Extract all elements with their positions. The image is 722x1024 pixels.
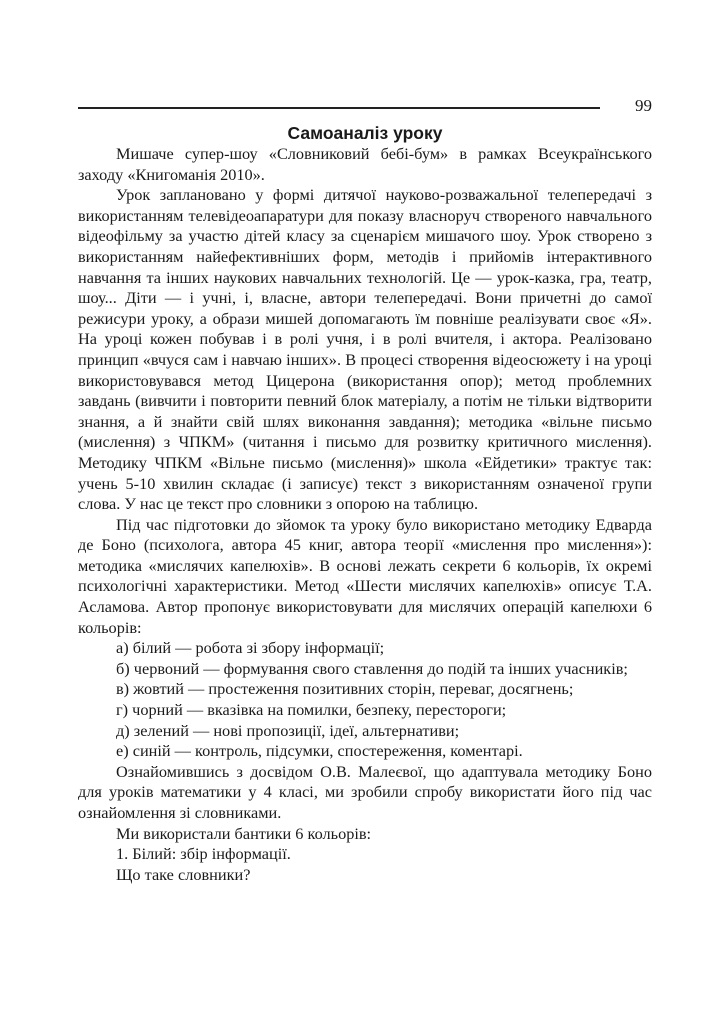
paragraph-maleeva: Ознайомившись з досвідом О.В. Малеєвої, що адаптувала методику Боно для уроків математики у 4 класі, ми зробили спробу використати його під час ознайомлення зі словниками. bbox=[78, 761, 652, 822]
list-item-red: б) червоний — формування свого ставлення до подій та інших учасників; bbox=[116, 658, 628, 678]
page-header bbox=[78, 96, 652, 120]
paragraph-de-bono-method: Під час підготовки до зйомок та уроку було використано методику Едварда де Боно (психолога, автора 45 книг, автора теорії «мислення про мислення»): методика «мислячих капелюхів». В основі лежать секрети 6 кольорів, їх окремі психологічні характеристики. Метод «Шести мислячих капелюхів» описує Т.А. Асламова. Автор пропонує використовувати для мислячих операцій капелюхи 6 кольорів: bbox=[78, 514, 652, 637]
header-rule bbox=[78, 107, 600, 109]
paragraph-intro: Мишаче супер-шоу «Словниковий бебі-бум» в рамках Всеукраїнського заходу «Книгоманія 2010». bbox=[78, 144, 652, 184]
paragraph-bows: Ми використали бантики 6 кольорів: bbox=[116, 823, 372, 843]
list-item-white: а) білий — робота зі збору інформації; bbox=[116, 638, 385, 658]
paragraph-lesson-description: Урок заплановано у формі дитячої науково-розважальної телепередачі з використанням телевідеоапаратури для показу власноруч створеного навчального відеофільму за участю дітей класу за сценарієм мишачого шоу. Урок створено з використанням найефективніших форм, методів і прийомів інтерактивного навчання та інших наукових навчальних технологій. Це — урок-казка, гра, театр, шоу... Діти — і учні, і, власне, автори телепередачі. Вони причетні до самої режисури уроку, а образи мишей допомагають їм повніше реалізувати своє «Я». На уроці кожен побував і в ролі учня, і в ролі вчителя, і актора. Реалізовано принцип «вчуся сам і навчаю інших». В процесі створення відеосюжету і на уроці використовувався метод Цицерона (використання опор); метод проблемних завдань (вивчити і повторити певний блок матеріалу, а потім не тільки відтворити знання, а й знайти свій шлях виконання завдання); методика «вільне письмо (мислення) з ЧПКМ» (читання і письмо для розвитку критичного мислення). Методику ЧПКМ «Вільне письмо (мислення)» школа «Ейдетики» трактує так: учень 5-10 хвилин складає (і записує) текст з використанням означеної групи слова. У нас це текст про словники з опорою на таблицю. bbox=[78, 185, 652, 514]
page-content bbox=[78, 122, 652, 885]
section-title: Самоаналіз уроку bbox=[287, 123, 443, 143]
list-item-green: д) зелений — нові пропозиції, ідеї, альтернативи; bbox=[116, 720, 460, 740]
paragraph-question: Що таке словники? bbox=[116, 864, 251, 884]
list-item-yellow: в) жовтий — простеження позитивних сторін, переваг, досягнень; bbox=[116, 679, 574, 699]
list-item-black: г) чорний — вказівка на помилки, безпеку, перестороги; bbox=[116, 700, 507, 720]
list-item-blue: е) синій — контроль, підсумки, спостереження, коментарі. bbox=[116, 741, 523, 761]
page-number: 99 bbox=[635, 96, 652, 115]
paragraph-white-step: 1. Білий: збір інформації. bbox=[116, 844, 291, 864]
